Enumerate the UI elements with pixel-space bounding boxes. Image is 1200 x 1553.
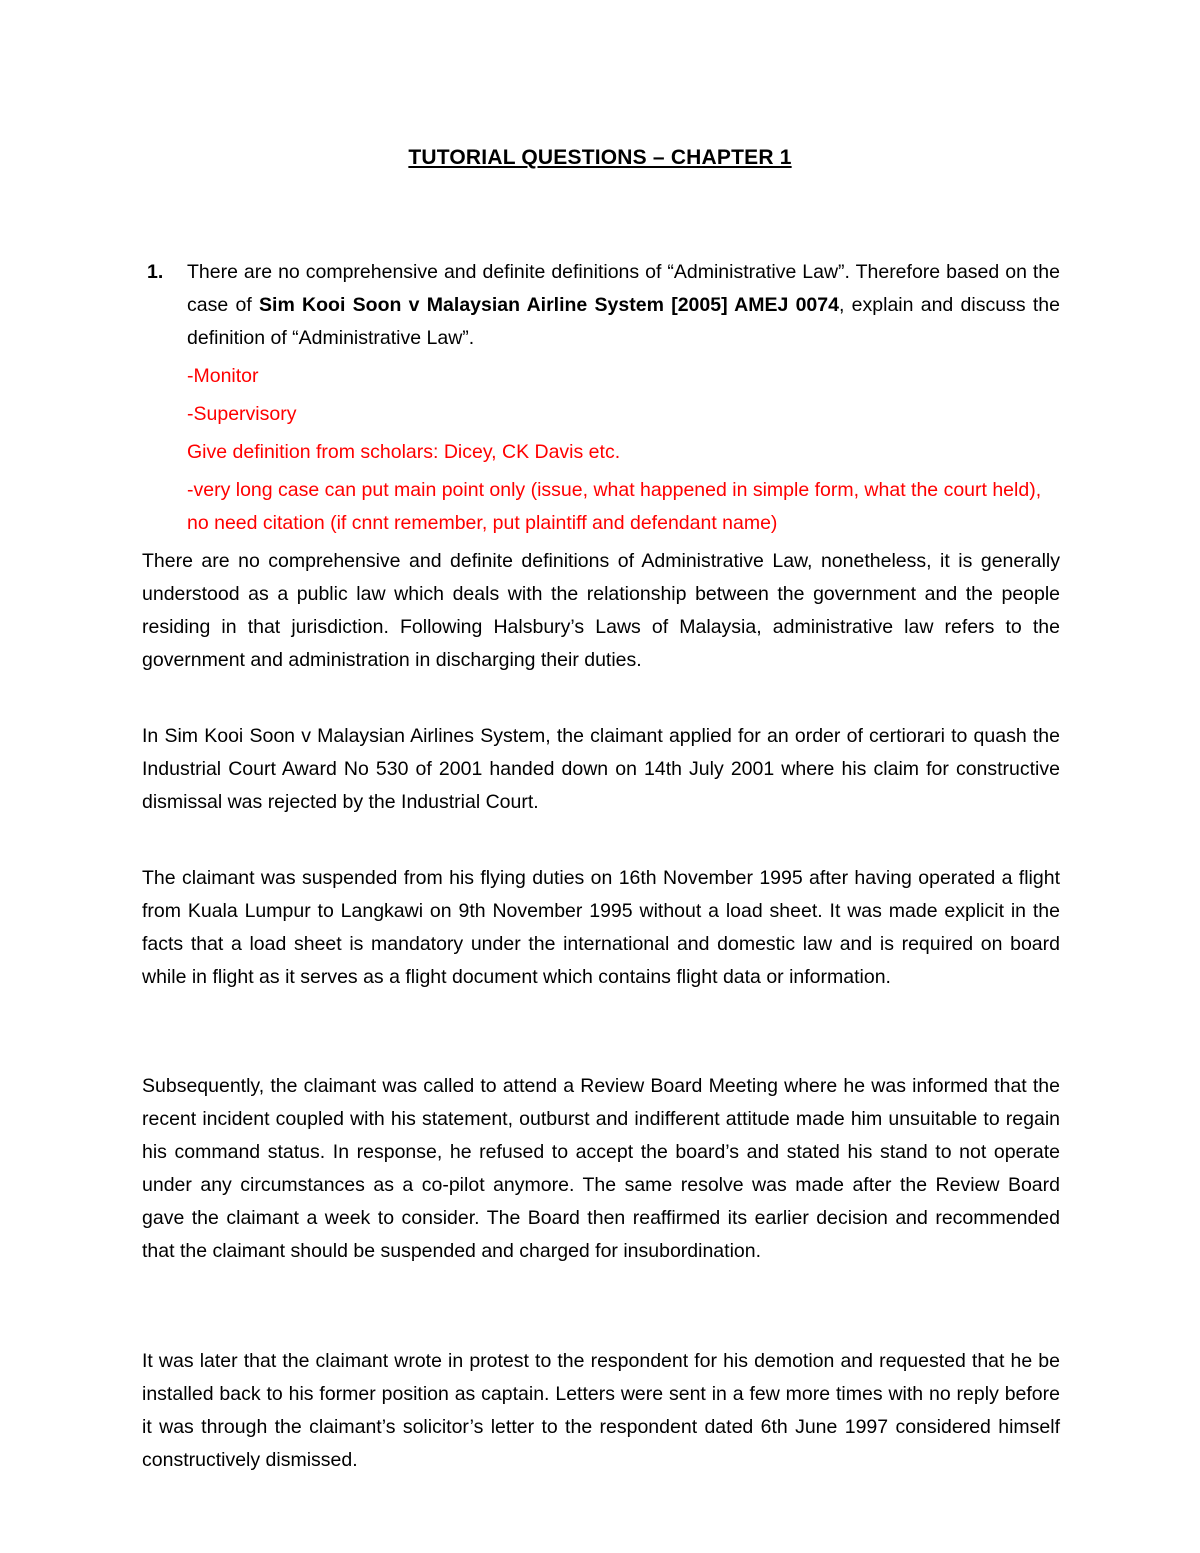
answer-paragraph: There are no comprehensive and definite definitions of Administrative Law, nonetheless, it is generally understood as a public law which deals with the relationship between the government and the people residing in that jurisdiction. Following Halsbury’s Laws of Malaysia, administrative law refers to the government and administration in discharging their duties.	[142, 550, 1060, 671]
question-text-before: There are no comprehensive and definite definitions of “Administrative Law”. Therefore based on the case of	[187, 261, 1060, 316]
case-citation: Sim Kooi Soon v Malaysian Airline System [2005] AMEJ 0074	[259, 294, 839, 316]
answer-paragraph: It was later that the claimant wrote in protest to the respondent for his demotion and requested that he be installed back to his former position as captain. Letters were sent in a few more times with no reply before it was through the claimant’s solicitor’s letter to the respondent dated 6th June 1997 considered himself constructively dismissed.	[142, 1350, 1060, 1471]
answer-paragraph: In Sim Kooi Soon v Malaysian Airlines System, the claimant applied for an order of certiorari to quash the Industrial Court Award No 530 of 2001 handed down on 14th July 2001 where his claim for constructive dismissal was rejected by the Industrial Court.	[142, 725, 1060, 813]
answer-paragraph: Subsequently, the claimant was called to attend a Review Board Meeting where he was informed that the recent incident coupled with his statement, outburst and indifferent attitude made him unsuitable to regain his command status. In response, he refused to accept the board’s and stated his stand to not operate under any circumstances as a co-pilot anymore. The same resolve was made after the Review Board gave the claimant a week to consider. The Board then reaffirmed its earlier decision and recommended that the claimant should be suspended and charged for insubordination.	[142, 1075, 1060, 1262]
question-text	[187, 256, 1060, 355]
answer-paragraph: The claimant was suspended from his flying duties on 16th November 1995 after having operated a flight from Kuala Lumpur to Langkawi on 9th November 1995 without a load sheet. It was made explicit in the facts that a load sheet is mandatory under the international and domestic law and is required on board while in flight as it serves as a flight document which contains flight data or information.	[142, 867, 1060, 988]
note-scholars: Give definition from scholars: Dicey, CK Davis etc.	[187, 441, 621, 463]
note-supervisory: -Supervisory	[187, 403, 297, 425]
page-title: TUTORIAL QUESTIONS – CHAPTER 1	[408, 146, 792, 169]
note-long-case: -very long case can put main point only (issue, what happened in simple form, what the court held), no need citation (if cnnt remember, put plaintiff and defendant name)	[187, 479, 1042, 534]
note-monitor: -Monitor	[187, 365, 259, 387]
question-1	[147, 256, 1060, 540]
question-number: 1.	[147, 261, 164, 283]
question-text-after: , explain and discuss the definition of “Administrative Law”.	[187, 294, 1060, 349]
